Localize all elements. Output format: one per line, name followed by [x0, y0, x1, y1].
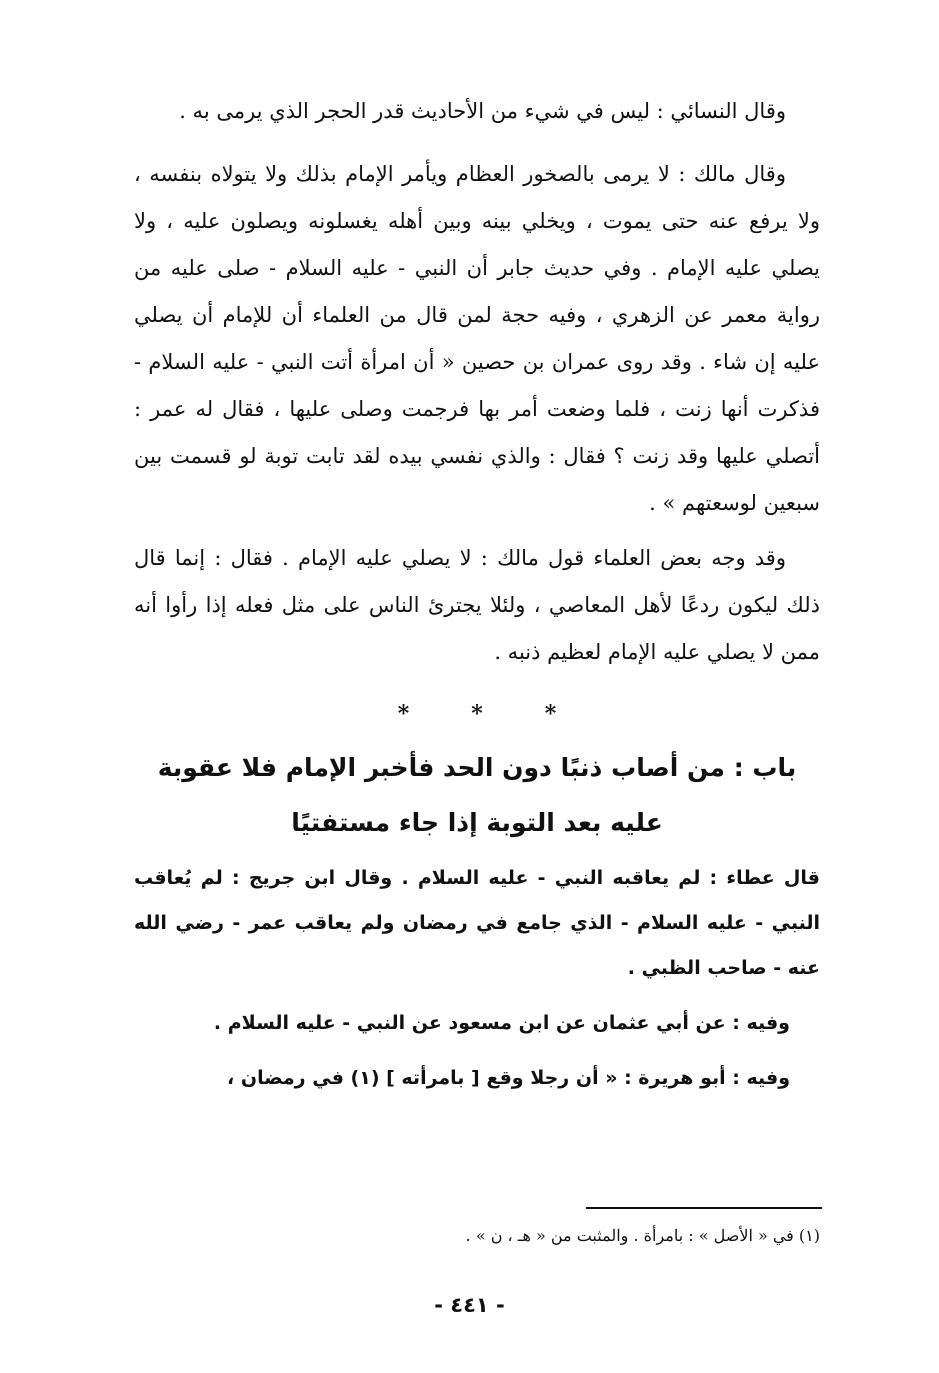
page-body: [134, 88, 820, 1101]
paragraph-malik: وقال مالك : لا يرمى بالصخور العظام ويأمر الإمام بذلك ولا يتولاه بنفسه ، ولا يرفع عنه حتى يموت ، ويخلي بينه وبين أهله يغسلونه ويصلون عليه ، ولا يصلي عليه الإمام . وفي حديث جابر أن النبي - عليه السلام - صلى عليه من رواية معمر عن الزهري ، وفيه حجة لمن قال من العلماء أن للإمام أن يصلي عليه إن شاء . وقد روى عمران بن حصين « أن امرأة أتت النبي - عليه السلام - فذكرت أنها زنت ، فلما وضعت أمر بها فرجمت وصلى عليها ، فقال له عمر : أتصلي عليها وقد زنت ؟ فقال : والذي نفسي بيده لقد تابت توبة لو قسمت بين سبعين لوسعتهم » .: [134, 162, 820, 515]
chapter-heading: [134, 740, 820, 850]
separator-star: *: [471, 701, 483, 727]
paragraph-abu-hurayra: وفيه : أبو هريرة : « أن رجلا وقع [ بامرأته ] (١) في رمضان ،: [227, 1067, 790, 1089]
paragraph-ata: قال عطاء : لم يعاقبه النبي - عليه السلام . وقال ابن جريج : لم يُعاقب النبي - عليه السلام - الذي جامع في رمضان ولم يعاقب عمر - رضي الله عنه - صاحب الظبي .: [134, 867, 820, 979]
page-number: - ٤٤١ -: [434, 1293, 505, 1317]
paragraph-explanation: وقد وجه بعض العلماء قول مالك : لا يصلي عليه الإمام . فقال : إنما قال ذلك ليكون ردعًا لأهل المعاصي ، ولئلا يجترئ الناس على مثل فعله إذا رأوا أنه ممن لا يصلي عليه الإمام لعظيم ذنبه .: [134, 546, 820, 664]
paragraph-ibn-masud: وفيه : عن أبي عثمان عن ابن مسعود عن النبي - عليه السلام .: [213, 1012, 790, 1034]
section-separator: [134, 696, 820, 732]
separator-star: *: [544, 701, 557, 727]
chapter-heading-line-1: باب : من أصاب ذنبًا دون الحد فأخبر الإمام فلا عقوبة: [157, 753, 797, 782]
footnote-divider: [586, 1207, 822, 1209]
separator-star: *: [397, 701, 410, 727]
paragraph-nasai: وقال النسائي : ليس في شيء من الأحاديث قدر الحجر الذي يرمى به .: [179, 99, 786, 123]
footnote: (١) في « الأصل » : بامرأة . والمثبت من « هـ ، ن » .: [465, 1226, 820, 1245]
chapter-heading-line-2: عليه بعد التوبة إذا جاء مستفتيًا: [291, 808, 663, 837]
